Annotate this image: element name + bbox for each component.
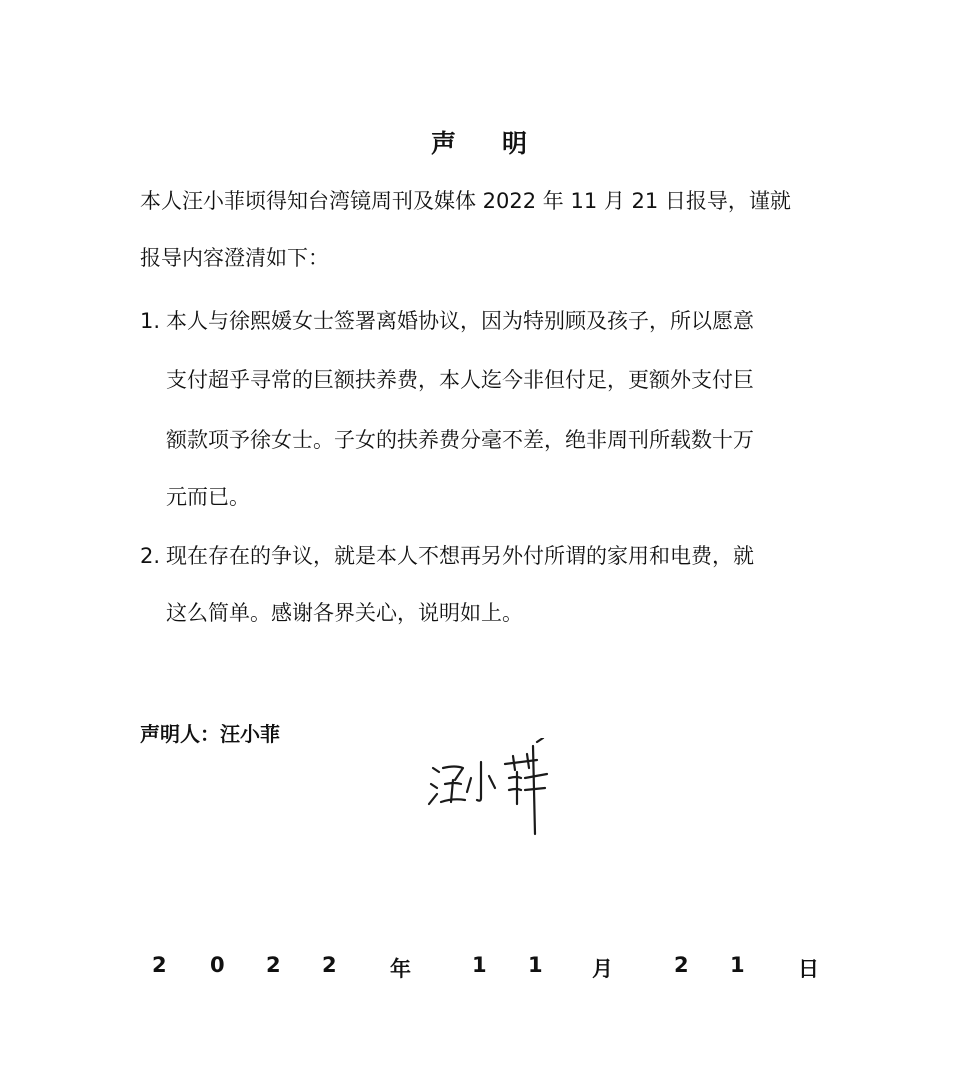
date-char-8: 月 bbox=[592, 957, 613, 981]
declarant-label: 声明人：汪小菲 bbox=[140, 722, 280, 746]
date-char-1: 2 bbox=[152, 953, 167, 977]
date-char-7: 1 bbox=[528, 953, 543, 977]
title-char-2: 明 bbox=[502, 129, 530, 158]
document-title bbox=[0, 124, 960, 160]
date-char-6: 1 bbox=[472, 953, 487, 977]
date-char-5: 年 bbox=[390, 957, 411, 981]
date-char-9: 2 bbox=[674, 953, 689, 977]
item-1-line-1 bbox=[140, 306, 754, 336]
date-char-11: 日 bbox=[798, 957, 819, 981]
item-2-number: 2. bbox=[140, 544, 161, 568]
item-2-line-1 bbox=[140, 541, 754, 571]
date-char-2: 0 bbox=[210, 953, 225, 977]
item-1-line-3: 额款项予徐女士。子女的扶养费分毫不差，绝非周刊所载数十万 bbox=[166, 428, 754, 452]
item-1-line-2: 支付超乎寻常的巨额扶养费，本人迄今非但付足，更额外支付巨 bbox=[166, 368, 754, 392]
intro-line-2: 报导内容澄清如下： bbox=[140, 246, 329, 270]
date-char-10: 1 bbox=[730, 953, 745, 977]
handwritten-signature bbox=[425, 738, 565, 838]
date-char-3: 2 bbox=[266, 953, 281, 977]
item-1-number: 1. bbox=[140, 309, 161, 333]
date-char-4: 2 bbox=[322, 953, 337, 977]
date-row bbox=[140, 953, 830, 989]
item-2-text-1: 现在存在的争议，就是本人不想再另外付所谓的家用和电费，就 bbox=[166, 544, 754, 568]
title-char-1: 声 bbox=[430, 129, 458, 158]
intro-line-1: 本人汪小菲顷得知台湾镜周刊及媒体 2022 年 11 月 21 日报导，谨就 bbox=[140, 189, 791, 213]
item-1-text-1: 本人与徐熙媛女士签署离婚协议，因为特别顾及孩子，所以愿意 bbox=[166, 309, 754, 333]
item-1-line-4: 元而已。 bbox=[166, 485, 250, 509]
item-2-line-2: 这么简单。感谢各界关心，说明如上。 bbox=[166, 601, 523, 625]
